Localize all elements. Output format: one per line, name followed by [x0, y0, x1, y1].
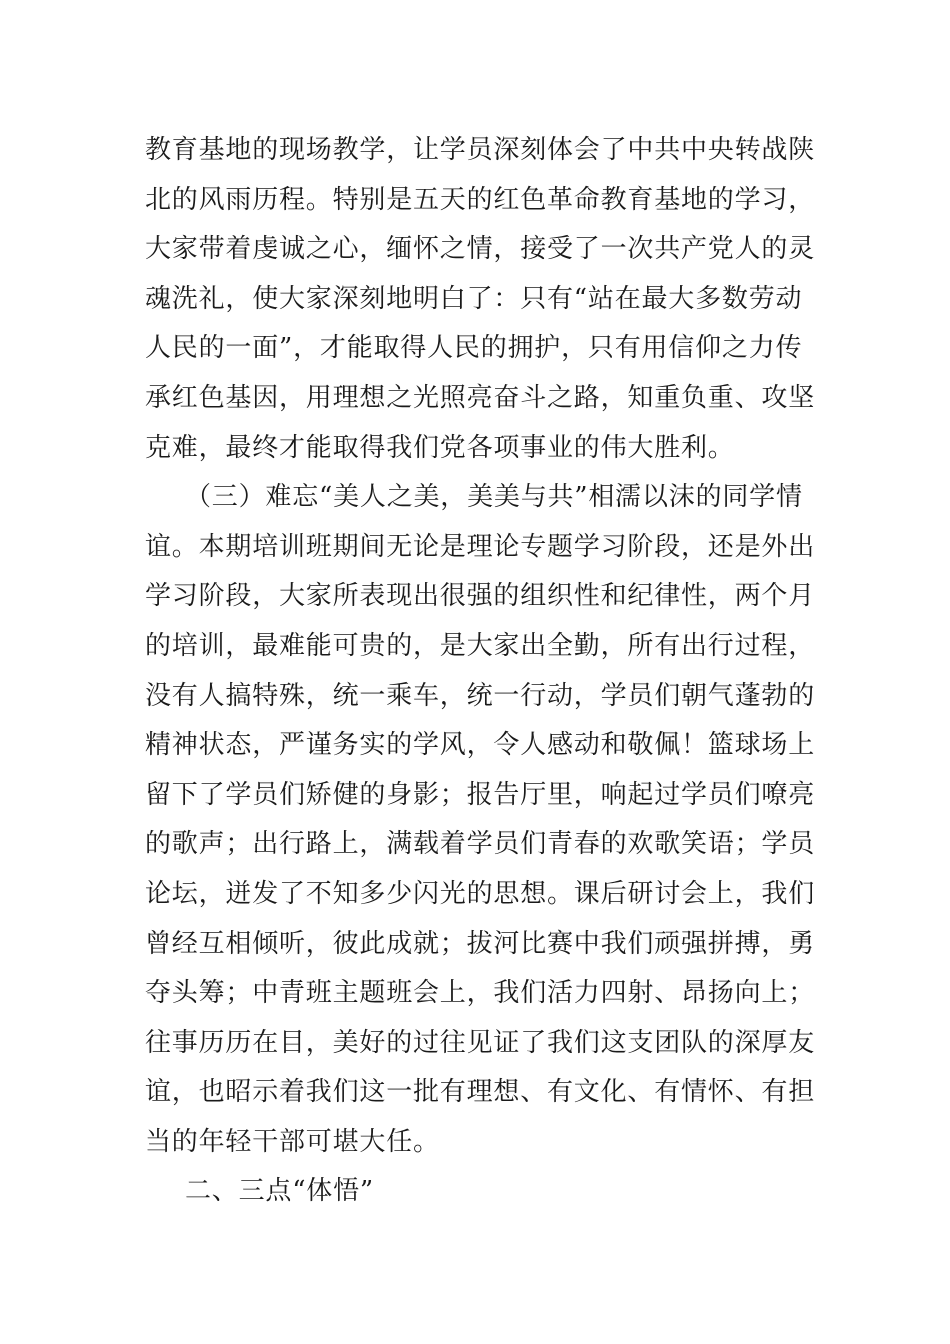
section-heading-2: 二、三点“体悟” [185, 1176, 374, 1207]
paragraph-2-line: 学习阶段，大家所表现出很强的组织性和纪律性，两个月 [145, 581, 816, 612]
paragraph-2-line: 的培训，最难能可贵的，是大家出全勤，所有出行过程， [145, 630, 816, 661]
paragraph-2-line: 夺头筹；中青班主题班会上，我们活力四射、昂扬向上； [145, 978, 816, 1009]
paragraph-1-line: 大家带着虔诚之心，缅怀之情，接受了一次共产党人的灵 [145, 234, 816, 265]
paragraph-2-line: 往事历历在目，美好的过往见证了我们这支团队的深厚友 [145, 1027, 816, 1058]
paragraph-2-line: 曾经互相倾听，彼此成就；拔河比赛中我们顽强拼搏，勇 [145, 928, 816, 959]
paragraph-1-line: 人民的一面”，才能取得人民的拥护，只有用信仰之力传 [145, 333, 803, 364]
paragraph-2-line: 精神状态，严谨务实的学风，令人感动和敬佩！篮球场上 [145, 730, 816, 761]
paragraph-1-line: 北的风雨历程。特别是五天的红色革命教育基地的学习， [145, 184, 816, 215]
paragraph-1-line: 教育基地的现场教学，让学员深刻体会了中共中央转战陕 [145, 135, 816, 165]
paragraph-2-line: 谊，也昭示着我们这一批有理想、有文化、有情怀、有担 [145, 1077, 816, 1108]
paragraph-1-line: 克难，最终才能取得我们党各项事业的伟大胜利。 [145, 432, 735, 463]
paragraph-2-line: 谊。本期培训班期间无论是理论专题学习阶段，还是外出 [145, 531, 816, 562]
document-body [145, 126, 816, 1217]
paragraph-2-line: 留下了学员们矫健的身影；报告厅里，响起过学员们嘹亮 [145, 779, 816, 810]
paragraph-1-line: 魂洗礼，使大家深刻地明白了：只有“站在最大多数劳动 [145, 283, 803, 314]
section-3-heading-line: （三）难忘“美人之美，美美与共”相濡以沫的同学情 [185, 482, 803, 513]
paragraph-2-line: 没有人搞特殊，统一乘车，统一行动，学员们朝气蓬勃的 [145, 680, 816, 711]
paragraph-2-line: 的歌声；出行路上，满载着学员们青春的欢歌笑语；学员 [145, 829, 816, 860]
paragraph-2-line: 论坛，迸发了不知多少闪光的思想。课后研讨会上，我们 [145, 878, 816, 909]
paragraph-1-line: 承红色基因，用理想之光照亮奋斗之路，知重负重、攻坚 [145, 382, 816, 413]
paragraph-2-line: 当的年轻干部可堪大任。 [145, 1126, 440, 1157]
